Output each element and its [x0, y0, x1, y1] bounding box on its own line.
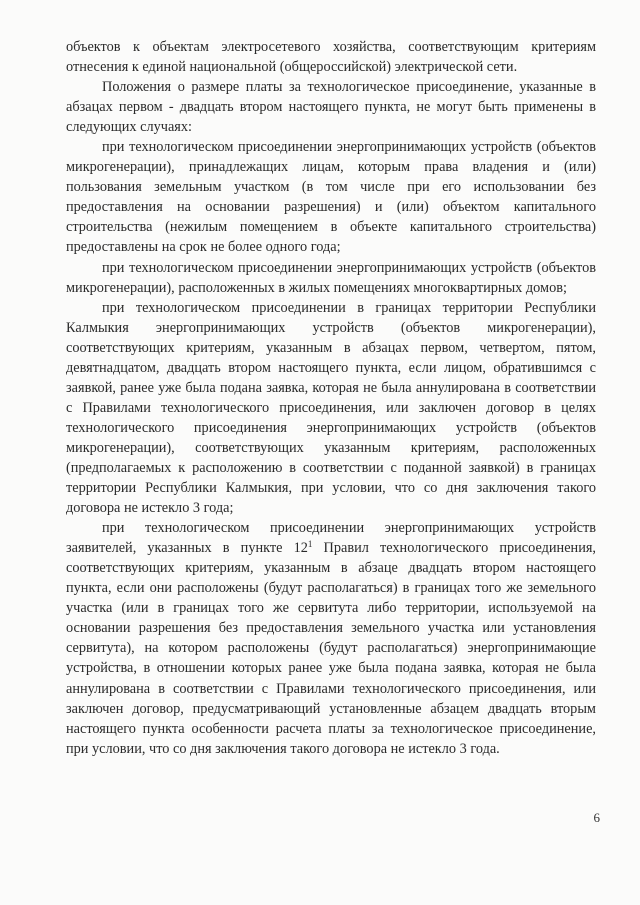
superscript-index: 1: [307, 539, 313, 550]
paragraph-case-same-land-plot: [66, 518, 596, 759]
document-body: [66, 37, 596, 759]
paragraph-case-apartment-buildings: при технологическом присоединении энергопринимающих устройств (объектов микрогенерации), расположенных в жилых помещениях многоквартирных домов;: [66, 259, 596, 296]
page-number: 6: [593, 810, 600, 825]
paragraph-fee-provisions: Положения о размере платы за технологическое присоединение, указанные в абзацах первом - двадцать втором настоящего пункта, не могут быть применены в следующих случаях:: [66, 79, 596, 136]
paragraph-case-kalmykia-territory: при технологическом присоединении в границах территории Республики Калмыкия энергопринимающих устройств (объектов микрогенерации), соответствующих критериям, указанным в абзацах первом, четвертом, пятом, девятнадцатом, двадцать втором настоящего пункта, если лицом, обратившимся с заявкой, ранее уже была подана заявка, которая не была аннулирована в соответствии с Правилами технологического присоединения, или заключен договор в целях технологического присоединения энергопринимающих устройств (объектов микрогенерации), соответствующих указанным критериям, расположенных (предполагаемых к расположению в соответствии с поданной заявкой) в границах территории Республики Калмыкия, при условии, что со дня заключения такого договора не истекло 3 года;: [66, 299, 596, 517]
paragraph-continuation: объектов к объектам электросетевого хозяйства, соответствующим критериям отнесения к единой национальной (общероссийской) электрической сети.: [66, 39, 596, 76]
paragraph-text-after-footnote: Правил технологического присоединения, соответствующих критериям, указанным в абзаце двадцать втором настоящего пункта, если они расположены (будут располагаться) в границах того же земельного участка (или в границах того же сервитута либо территории, используемой на основании разрешения без предоставления земельного участка или установления сервитута), на котором расположены (будут располагаться) энергопринимающие устройства, в отношении которых ранее уже была подана заявка, которая не была аннулирована в соответствии с Правилами технологического присоединения, или заключен договор, предусматривающий установленные абзацем двадцать вторым настоящего пункта особенности расчета платы за технологическое присоединение, при условии, что со дня заключения такого договора не истекло 3 года.: [66, 540, 596, 757]
paragraph-text-before-footnote: при технологическом присоединении энергопринимающих устройств заявителей, указанных в пункте 12: [66, 520, 596, 557]
paragraph-case-short-term-rights: при технологическом присоединении энергопринимающих устройств (объектов микрогенерации), принадлежащих лицам, которым права владения и (или) пользования земельным участком (в том числе при его использовании без предоставления на основании разрешения) и (или) объектом капитального строительства (нежилым помещением в объекте капитального строительства) предоставлены на срок не более одного года;: [66, 139, 596, 256]
